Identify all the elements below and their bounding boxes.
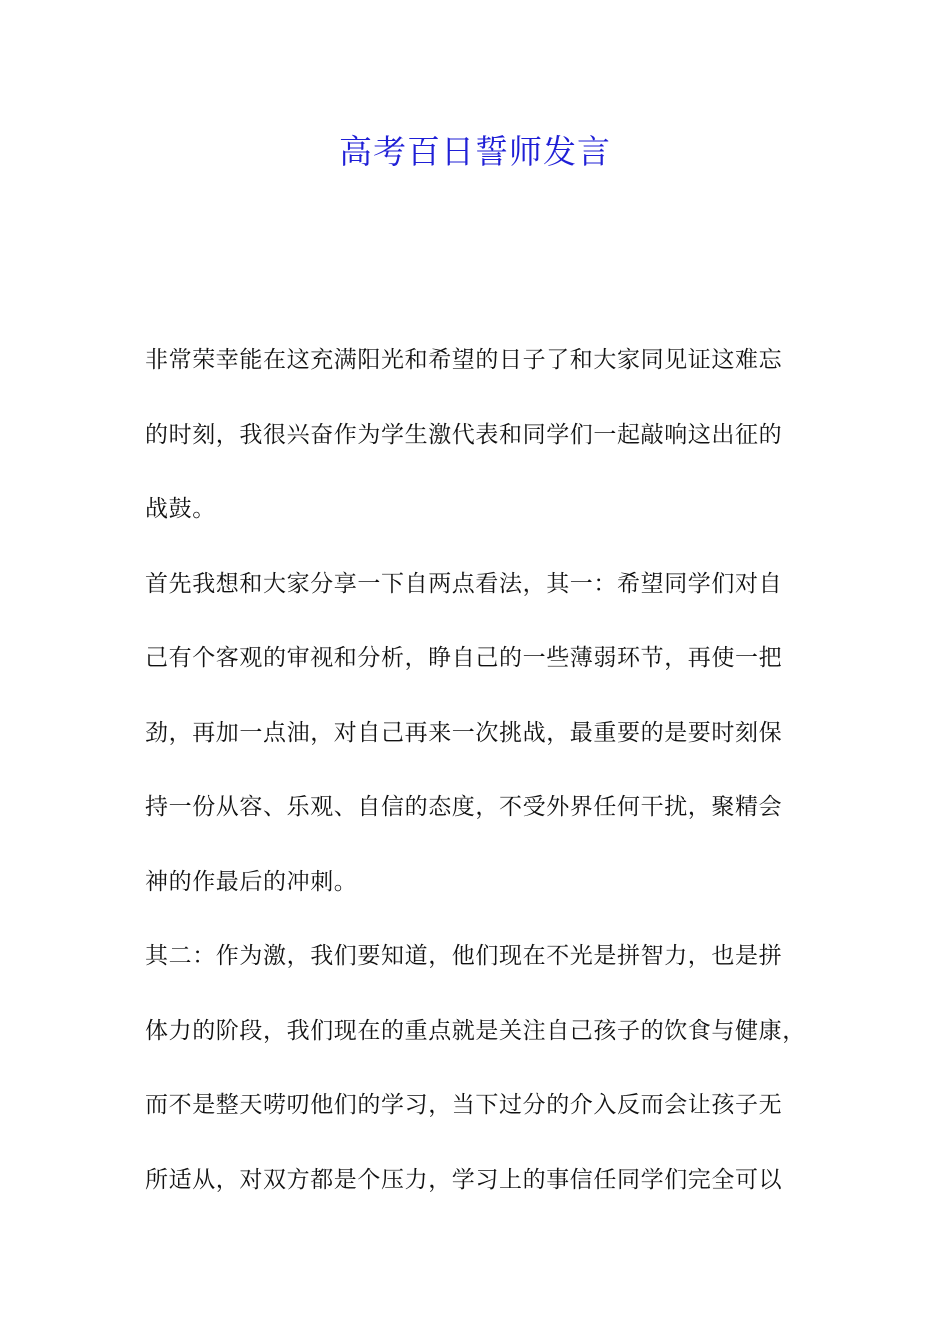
text-line: 的时刻，我很兴奋作为学生激代表和同学们一起敲响这出征的 — [145, 421, 783, 448]
text-line: 体力的阶段，我们现在的重点就是关注自己孩子的饮食与健康， — [145, 1017, 806, 1044]
text-line: 非常荣幸能在这充满阳光和希望的日子了和大家同见证这难忘 — [145, 347, 783, 373]
text-line: 劲，再加一点油，对自己再来一次挑战，最重要的是要时刻保 — [145, 719, 783, 746]
text-line: 持一份从容、乐观、自信的态度，不受外界任何干扰，聚精会 — [145, 794, 783, 820]
text-line: 己有个客观的审视和分析，睁自己的一些薄弱环节，再使一把 — [145, 645, 783, 671]
document-body — [145, 336, 825, 1230]
text-line: 战鼓。 — [145, 496, 216, 522]
document-title: 高考百日誓师发言 — [339, 132, 611, 171]
text-line: 首先我想和大家分享一下自两点看法，其一：希望同学们对自 — [145, 570, 783, 597]
text-line: 其二：作为激，我们要知道，他们现在不光是拼智力，也是拼 — [145, 943, 783, 969]
text-line: 所适从，对双方都是个压力，学习上的事信任同学们完全可以 — [145, 1166, 783, 1193]
text-line: 而不是整天唠叨他们的学习，当下过分的介入反而会让孩子无 — [145, 1092, 783, 1118]
text-line: 神的作最后的冲刺。 — [145, 868, 358, 895]
